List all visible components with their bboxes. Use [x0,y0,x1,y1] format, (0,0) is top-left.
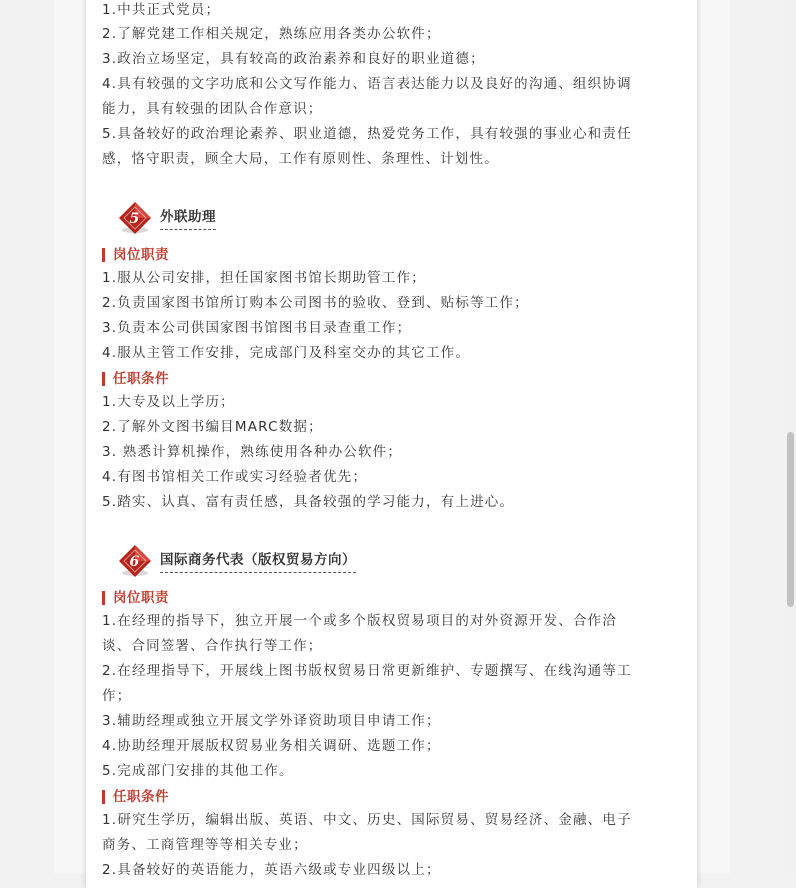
section-title: 国际商务代表（版权贸易方向） [160,550,356,573]
duty-line: 1.服从公司安排，担任国家图书馆长期助管工作； [102,270,426,286]
section-title: 外联助理 [160,207,216,230]
duty-line: 作； [102,688,132,704]
requirement-line: 1.大专及以上学历； [102,394,235,410]
duties-heading: 岗位职责 [102,246,169,264]
requirement-line: 感，恪守职责，顾全大局，工作有原则性、条理性、计划性。 [102,151,499,167]
duty-line: 4.协助经理开展版权贸易业务相关调研、选题工作； [102,738,441,754]
requirement-line: 2.具备较好的英语能力，英语六级或专业四级以上； [102,862,441,878]
duty-line: 2.负责国家图书馆所订购本公司图书的验收、登到、贴标等工作； [102,295,529,311]
requirements-heading: 任职条件 [102,370,169,388]
badge-number: 6 [129,554,141,570]
requirement-line: 能力，具有较强的团队合作意识； [102,101,323,117]
diamond-number-badge-icon [118,201,152,235]
duty-line: 3.负责本公司供国家图书馆图书目录查重工作； [102,320,412,336]
requirements-heading: 任职条件 [102,788,169,806]
requirement-line: 3. 熟悉计算机操作，熟练使用各种办公软件； [102,444,403,460]
duty-line: 谈、合同签署、合作执行等工作； [102,638,323,654]
scrollbar-thumb[interactable] [787,432,794,607]
duty-line: 4.服从主管工作安排，完成部门及科室交办的其它工作。 [102,345,471,361]
requirement-line: 3.政治立场坚定，具有较高的政治素养和良好的职业道德； [102,51,485,67]
duties-heading: 岗位职责 [102,589,169,607]
requirement-line: 1.中共正式党员； [102,2,221,18]
requirement-line: 2.了解外文图书编目MARC数据； [102,419,323,435]
requirement-line: 4.具有较强的文字功底和公文写作能力、语言表达能力以及良好的沟通、组织协调 [102,76,632,92]
requirement-line: 4.有图书馆相关工作或实习经验者优先； [102,469,368,485]
requirement-line: 5.具备较好的政治理论素养、职业道德，热爱党务工作，具有较强的事业心和责任 [102,126,632,142]
duty-line: 3.辅助经理或独立开展文学外译资助项目申请工作； [102,713,441,729]
badge-number: 5 [129,211,141,227]
requirement-line: 1.研究生学历，编辑出版、英语、中文、历史、国际贸易、贸易经济、金融、电子 [102,812,632,828]
requirement-line: 2.了解党建工作相关规定，熟练应用各类办公软件； [102,26,441,42]
duty-line: 2.在经理指导下，开展线上图书版权贸易日常更新维护、专题撰写、在线沟通等工 [102,663,632,679]
requirement-line: 商务、工商管理等等相关专业； [102,837,308,853]
duty-line: 1.在经理的指导下，独立开展一个或多个版权贸易项目的对外资源开发、合作洽 [102,613,618,629]
requirement-line: 5.踏实、认真、富有责任感，具备较强的学习能力，有上进心。 [102,494,515,510]
diamond-number-badge-icon [118,544,152,578]
duty-line: 5.完成部门安排的其他工作。 [102,763,294,779]
